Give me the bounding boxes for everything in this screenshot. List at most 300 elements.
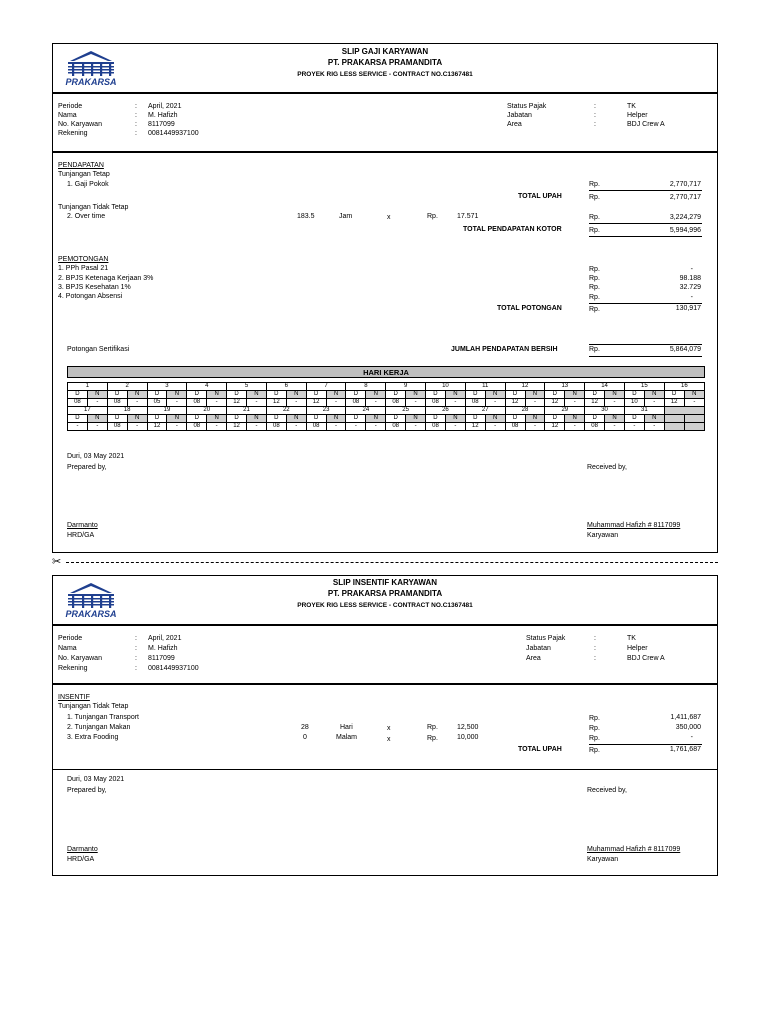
shift-cell: N (445, 391, 465, 399)
info-sep: : (135, 103, 137, 110)
info-value: April, 2021 (148, 103, 182, 110)
gaji-pokok-value: 2,770,717 (669, 181, 701, 188)
day-number-cell: 31 (624, 407, 664, 415)
pendapatan-heading: PENDAPATAN (58, 162, 104, 169)
attendance-grid (67, 382, 705, 431)
currency-label: Rp. (589, 214, 600, 221)
day-number-cell: 17 (68, 407, 108, 415)
shift-cell: D (505, 415, 525, 423)
scissors-icon: ✂ (52, 556, 62, 568)
insentif-item-rate: 12,500 (457, 724, 479, 731)
hours-cell: 12 (505, 399, 525, 407)
insentif-item-value: - (690, 734, 693, 741)
shift-cell: N (525, 391, 545, 399)
day-number-cell: 29 (545, 407, 585, 415)
insentif-heading: INSENTIF (58, 694, 90, 701)
hari-kerja-header: HARI KERJA (67, 366, 705, 378)
shift-cell: D (187, 391, 207, 399)
shift-cell: N (87, 415, 107, 423)
info-label: No. Karyawan (58, 655, 102, 662)
info-value: TK (627, 635, 636, 642)
received-by-label: Received by, (587, 464, 627, 471)
day-number-cell: 16 (664, 383, 704, 391)
hours-cell: - (247, 423, 267, 431)
info-sep: : (594, 103, 596, 110)
potongan-value: 32.729 (679, 284, 701, 291)
hours-cell: 12 (306, 399, 326, 407)
day-number-cell: 5 (227, 383, 267, 391)
shift-cell: N (326, 415, 346, 423)
hours-cell: - (605, 423, 625, 431)
shift-cell: D (346, 415, 366, 423)
shift-cell: N (207, 391, 227, 399)
day-number-cell: 19 (147, 407, 187, 415)
hours-cell: - (565, 399, 585, 407)
hours-cell: 12 (227, 399, 247, 407)
info-sep: : (135, 635, 137, 642)
hours-cell: 08 (426, 423, 446, 431)
info-value: BDJ Crew A (627, 121, 665, 128)
hours-cell: - (485, 423, 505, 431)
hours-cell: - (445, 423, 465, 431)
hours-row (68, 423, 705, 431)
total-upah-value: 1,761,687 (669, 746, 701, 753)
shift-cell: D (426, 391, 446, 399)
project-name: PROYEK RIG LESS SERVICE - CONTRACT NO.C1367481 (297, 602, 473, 609)
shift-cell: D (107, 391, 127, 399)
info-sep: : (594, 121, 596, 128)
incentive-slip (52, 575, 718, 876)
shift-cell: D (386, 415, 406, 423)
info-sep: : (594, 645, 596, 652)
day-number-cell: 24 (346, 407, 386, 415)
hours-cell: - (326, 423, 346, 431)
info-value: Helper (627, 112, 648, 119)
shift-cell: D (107, 415, 127, 423)
day-row (68, 407, 705, 415)
svg-text:PRAKARSA: PRAKARSA (65, 77, 117, 87)
info-value: April, 2021 (148, 635, 182, 642)
shift-cell: D (426, 415, 446, 423)
hours-cell: - (87, 423, 107, 431)
info-sep: : (594, 635, 596, 642)
insentif-item-value: 1,411,687 (670, 714, 701, 721)
shift-cell: N (366, 391, 386, 399)
currency-label: Rp. (427, 213, 438, 220)
info-sep: : (135, 130, 137, 137)
hours-cell: - (565, 423, 585, 431)
shift-cell: N (366, 415, 386, 423)
info-label: Nama (58, 645, 77, 652)
currency-label: Rp. (427, 724, 438, 731)
shift-cell: D (346, 391, 366, 399)
shift-cell: N (565, 391, 585, 399)
hours-cell (664, 423, 684, 431)
hours-cell: - (207, 423, 227, 431)
info-label: Jabatan (507, 112, 532, 119)
shift-row (68, 391, 705, 399)
tunjangan-tidak-tetap-heading: Tunjangan Tidak Tetap (58, 204, 129, 211)
signer-left-role: HRD/GA (67, 856, 95, 863)
hours-cell: - (406, 399, 426, 407)
total-kotor-label: TOTAL PENDAPATAN KOTOR (463, 226, 562, 233)
total-upah-label: TOTAL UPAH (518, 193, 562, 200)
shift-cell: N (565, 415, 585, 423)
hours-cell: 08 (107, 399, 127, 407)
hours-cell: - (684, 399, 704, 407)
potongan-label: 2. BPJS Ketenaga Kerjaan 3% (58, 275, 154, 282)
shift-cell: N (286, 391, 306, 399)
hours-cell: - (624, 423, 644, 431)
overtime-unit: Jam (339, 213, 353, 220)
hours-cell: 12 (147, 423, 167, 431)
shift-cell: N (644, 391, 664, 399)
info-label: Status Pajak (526, 635, 566, 642)
hours-row (68, 399, 705, 407)
hours-cell: - (286, 399, 306, 407)
total-kotor-value: 5,994,996 (669, 227, 701, 234)
shift-cell: N (167, 391, 187, 399)
info-sep: : (135, 121, 137, 128)
insentif-item-label: 2. Tunjangan Makan (67, 724, 131, 731)
shift-cell: N (605, 391, 625, 399)
info-label: Area (526, 655, 541, 662)
hours-cell: 08 (107, 423, 127, 431)
shift-cell: N (684, 391, 704, 399)
day-number-cell: 7 (306, 383, 346, 391)
hours-cell: 08 (386, 423, 406, 431)
received-by-label: Received by, (587, 787, 627, 794)
signer-left-role: HRD/GA (67, 532, 95, 539)
hours-cell: - (605, 399, 625, 407)
currency-label: Rp. (589, 266, 600, 273)
hours-cell: - (68, 423, 88, 431)
shift-cell: D (465, 415, 485, 423)
hours-cell: 08 (187, 399, 207, 407)
pendapatan-bersih-label: JUMLAH PENDAPATAN BERSIH (451, 346, 558, 353)
info-label: No. Karyawan (58, 121, 102, 128)
info-value: TK (627, 103, 636, 110)
day-number-cell: 25 (386, 407, 426, 415)
hours-cell: 12 (465, 423, 485, 431)
currency-label: Rp. (589, 725, 600, 732)
potongan-sertifikasi-label: Potongan Sertifikasi (67, 346, 130, 353)
potongan-label: 1. PPh Pasal 21 (58, 265, 109, 272)
day-number-cell: 23 (306, 407, 346, 415)
day-number-cell: 21 (227, 407, 267, 415)
hours-cell: 08 (187, 423, 207, 431)
insentif-item-label: 1. Tunjangan Transport (67, 714, 139, 721)
hours-cell: 08 (465, 399, 485, 407)
currency-label: Rp. (589, 227, 600, 234)
slip-title: SLIP INSENTIF KARYAWAN (332, 578, 438, 587)
shift-cell: N (605, 415, 625, 423)
day-number-cell: 12 (505, 383, 545, 391)
potongan-value: - (690, 266, 693, 273)
info-sep: : (594, 655, 596, 662)
potongan-label: 3. BPJS Kesehatan 1% (58, 284, 131, 291)
info-value: 8117099 (148, 655, 175, 662)
info-value: M. Hafizh (148, 645, 178, 652)
shift-cell: N (326, 391, 346, 399)
hours-cell: 08 (386, 399, 406, 407)
info-label: Area (507, 121, 522, 128)
overtime-x: x (387, 214, 391, 221)
hours-cell: - (207, 399, 227, 407)
potongan-value: 98.188 (679, 275, 701, 282)
hours-cell: - (366, 399, 386, 407)
signer-left-name: Darmanto (67, 522, 98, 529)
hours-cell: 08 (505, 423, 525, 431)
signer-left-name: Darmanto (67, 846, 98, 853)
salary-slip (52, 43, 718, 553)
shift-cell: D (227, 415, 247, 423)
potongan-value: - (690, 294, 693, 301)
shift-cell: D (585, 415, 605, 423)
cut-line (66, 562, 718, 563)
hours-cell: - (127, 399, 147, 407)
day-number-cell (664, 407, 704, 415)
currency-label: Rp. (589, 294, 600, 301)
shift-row (68, 415, 705, 423)
hours-cell: - (525, 399, 545, 407)
info-label: Periode (58, 635, 83, 642)
day-number-cell: 15 (624, 383, 664, 391)
day-number-cell: 27 (465, 407, 505, 415)
prepared-by-label: Prepared by, (67, 787, 107, 794)
shift-cell: D (227, 391, 247, 399)
hours-cell: - (346, 423, 366, 431)
place-date: Duri, 03 May 2021 (67, 453, 125, 460)
prepared-by-label: Prepared by, (67, 464, 107, 471)
info-value: 8117099 (148, 121, 175, 128)
info-label: Rekening (58, 665, 88, 672)
hours-cell: - (445, 399, 465, 407)
svg-text:PRAKARSA: PRAKARSA (65, 609, 117, 619)
info-value: BDJ Crew A (627, 655, 665, 662)
info-label: Periode (58, 103, 83, 110)
hours-cell: 12 (545, 399, 565, 407)
hours-cell: - (167, 399, 187, 407)
shift-cell: D (68, 415, 88, 423)
hours-cell: - (326, 399, 346, 407)
hours-cell: 08 (68, 399, 88, 407)
day-number-cell: 18 (107, 407, 147, 415)
shift-cell: N (485, 415, 505, 423)
overtime-qty: 183.5 (297, 213, 315, 220)
shift-cell: N (445, 415, 465, 423)
day-number-cell: 6 (266, 383, 306, 391)
hours-cell: - (127, 423, 147, 431)
hours-cell: 05 (147, 399, 167, 407)
place-date: Duri, 03 May 2021 (67, 776, 125, 783)
slip-title: SLIP GAJI KARYAWAN (341, 47, 429, 56)
day-number-cell: 26 (426, 407, 466, 415)
shift-cell: D (545, 415, 565, 423)
currency-label: Rp. (427, 735, 438, 742)
info-label: Nama (58, 112, 77, 119)
shift-cell: N (127, 391, 147, 399)
hours-cell: 12 (266, 399, 286, 407)
insentif-item-qty: 28 (301, 724, 309, 731)
currency-label: Rp. (589, 194, 600, 201)
currency-label: Rp. (589, 735, 600, 742)
info-label: Jabatan (526, 645, 551, 652)
hours-cell: - (406, 423, 426, 431)
day-number-cell: 2 (107, 383, 147, 391)
info-value: 0081449937100 (148, 130, 199, 137)
info-sep: : (135, 655, 137, 662)
shift-cell: N (644, 415, 664, 423)
shift-cell: D (266, 415, 286, 423)
currency-label: Rp. (589, 715, 600, 722)
day-number-cell: 28 (505, 407, 545, 415)
insentif-item-x: x (387, 736, 391, 743)
shift-cell: D (386, 391, 406, 399)
insentif-item-unit: Hari (340, 724, 353, 731)
currency-label: Rp. (589, 181, 600, 188)
total-upah-label: TOTAL UPAH (518, 746, 562, 753)
shift-cell: N (406, 391, 426, 399)
company-name: PT. PRAKARSA PRAMANDITA (327, 589, 443, 598)
shift-cell: D (306, 415, 326, 423)
info-sep: : (594, 112, 596, 119)
day-number-cell: 11 (465, 383, 505, 391)
shift-cell: N (167, 415, 187, 423)
shift-cell: N (525, 415, 545, 423)
shift-cell: N (247, 391, 267, 399)
info-label: Status Pajak (507, 103, 547, 110)
hours-cell: 12 (585, 399, 605, 407)
shift-cell: N (247, 415, 267, 423)
hours-cell: - (366, 423, 386, 431)
day-number-cell: 22 (266, 407, 306, 415)
signer-right-role: Karyawan (587, 856, 619, 863)
hours-cell: 12 (227, 423, 247, 431)
shift-cell: N (286, 415, 306, 423)
info-value: 0081449937100 (148, 665, 199, 672)
tunjangan-tetap-heading: Tunjangan Tetap (58, 171, 110, 178)
hours-cell: - (525, 423, 545, 431)
hours-cell: 08 (346, 399, 366, 407)
day-number-cell: 1 (68, 383, 108, 391)
info-sep: : (135, 645, 137, 652)
hours-cell: 08 (306, 423, 326, 431)
currency-label: Rp. (589, 284, 600, 291)
shift-cell: D (624, 415, 644, 423)
info-sep: : (135, 112, 137, 119)
total-upah-value: 2,770,717 (669, 194, 701, 201)
tunjangan-tidak-tetap-heading: Tunjangan Tidak Tetap (58, 703, 129, 710)
shift-cell: N (406, 415, 426, 423)
info-label: Rekening (58, 130, 88, 137)
hours-cell: - (87, 399, 107, 407)
shift-cell: D (545, 391, 565, 399)
shift-cell: D (306, 391, 326, 399)
hours-cell: 12 (664, 399, 684, 407)
day-number-cell: 30 (585, 407, 625, 415)
insentif-item-qty: 0 (303, 734, 307, 741)
hours-cell: - (167, 423, 187, 431)
currency-label: Rp. (589, 306, 600, 313)
hours-cell: 08 (585, 423, 605, 431)
overtime-value: 3,224,279 (669, 214, 701, 221)
shift-cell: D (266, 391, 286, 399)
shift-cell: D (624, 391, 644, 399)
pendapatan-bersih-value: 5,864,079 (669, 346, 701, 353)
shift-cell: D (585, 391, 605, 399)
shift-cell: D (147, 415, 167, 423)
shift-cell (664, 415, 684, 423)
overtime-rate: 17.571 (457, 213, 479, 220)
day-number-cell: 20 (187, 407, 227, 415)
shift-cell: D (187, 415, 207, 423)
info-sep: : (135, 665, 137, 672)
currency-label: Rp. (589, 346, 600, 353)
gaji-pokok-label: 1. Gaji Pokok (67, 181, 109, 188)
day-number-cell: 9 (386, 383, 426, 391)
shift-cell: N (127, 415, 147, 423)
day-number-cell: 8 (346, 383, 386, 391)
hours-cell: 12 (545, 423, 565, 431)
total-potongan-label: TOTAL POTONGAN (497, 305, 562, 312)
hours-cell: - (247, 399, 267, 407)
hours-cell: 10 (624, 399, 644, 407)
shift-cell: D (147, 391, 167, 399)
overtime-label: 2. Over time (67, 213, 106, 220)
day-row (68, 383, 705, 391)
signer-right-role: Karyawan (587, 532, 619, 539)
potongan-label: 4. Potongan Absensi (58, 293, 123, 300)
shift-cell (684, 415, 704, 423)
shift-cell: N (485, 391, 505, 399)
insentif-item-rate: 10,000 (457, 734, 479, 741)
insentif-item-unit: Malam (336, 734, 358, 741)
day-number-cell: 3 (147, 383, 187, 391)
currency-label: Rp. (589, 275, 600, 282)
pemotongan-heading: PEMOTONGAN (58, 256, 109, 263)
hours-cell: - (286, 423, 306, 431)
day-number-cell: 13 (545, 383, 585, 391)
hours-cell (684, 423, 704, 431)
shift-cell: N (87, 391, 107, 399)
shift-cell: N (207, 415, 227, 423)
total-potongan-value: 130,917 (675, 305, 701, 312)
hours-cell: 08 (426, 399, 446, 407)
hours-cell: - (644, 399, 664, 407)
insentif-item-x: x (387, 725, 391, 732)
shift-cell: D (68, 391, 88, 399)
day-number-cell: 14 (585, 383, 625, 391)
currency-label: Rp. (589, 747, 600, 754)
hours-cell: 08 (266, 423, 286, 431)
hours-cell: - (644, 423, 664, 431)
info-value: Helper (627, 645, 648, 652)
hours-cell: - (485, 399, 505, 407)
shift-cell: D (465, 391, 485, 399)
shift-cell: D (664, 391, 684, 399)
company-name: PT. PRAKARSA PRAMANDITA (327, 58, 443, 67)
signer-right-name: Muhammad Hafizh # 8117099 (587, 522, 681, 529)
shift-cell: D (505, 391, 525, 399)
day-number-cell: 4 (187, 383, 227, 391)
insentif-item-value: 350,000 (675, 724, 701, 731)
day-number-cell: 10 (426, 383, 466, 391)
info-value: M. Hafizh (148, 112, 178, 119)
insentif-item-label: 3. Extra Fooding (67, 734, 119, 741)
project-name: PROYEK RIG LESS SERVICE - CONTRACT NO.C1367481 (297, 71, 473, 78)
signer-right-name: Muhammad Hafizh # 8117099 (587, 846, 681, 853)
